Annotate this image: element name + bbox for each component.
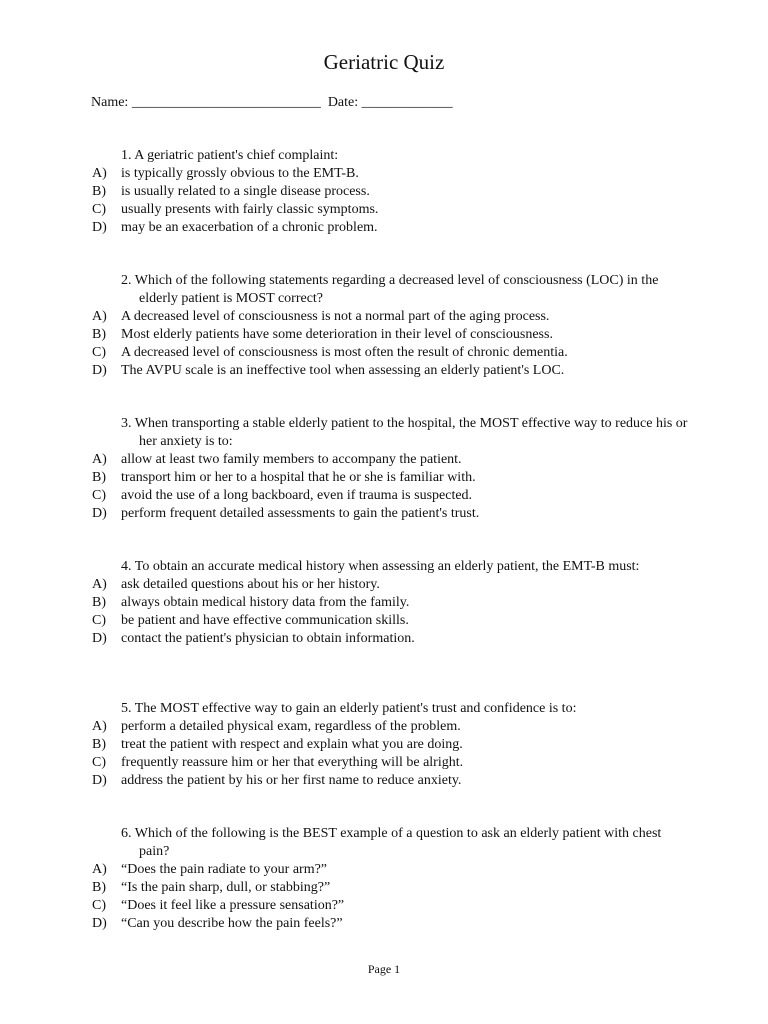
question-5 — [92, 700, 692, 790]
page-number: Page 1 — [367, 962, 401, 976]
question-4 — [92, 558, 692, 648]
answer-option-d — [92, 630, 692, 648]
option-letter: D) — [92, 773, 107, 788]
option-letter: B) — [92, 327, 106, 342]
question-stem: 6. Which of the following is the BEST example of a question to ask an elderly patient with chest pain? — [121, 826, 662, 859]
answer-option-b — [92, 469, 692, 487]
option-text: perform frequent detailed assessments to gain the patient's trust. — [121, 506, 480, 521]
option-letter: C) — [92, 345, 106, 360]
option-letter: D) — [92, 631, 107, 646]
answer-options — [92, 718, 692, 790]
answer-option-a — [92, 718, 692, 736]
option-letter: C) — [92, 613, 106, 628]
option-letter: D) — [92, 220, 107, 235]
answer-option-a — [92, 576, 692, 594]
answer-option-a — [92, 451, 692, 469]
answer-option-d — [92, 219, 692, 237]
question-6 — [92, 825, 692, 933]
option-letter: B) — [92, 880, 106, 895]
option-letter: A) — [92, 166, 107, 181]
answer-option-c — [92, 612, 692, 630]
option-text: usually presents with fairly classic symptoms. — [121, 202, 379, 217]
answer-option-b — [92, 879, 692, 897]
option-letter: C) — [92, 898, 106, 913]
option-text: perform a detailed physical exam, regardless of the problem. — [121, 719, 461, 734]
answer-option-b — [92, 736, 692, 754]
option-letter: D) — [92, 916, 107, 931]
option-text: avoid the use of a long backboard, even if trauma is suspected. — [121, 488, 473, 503]
answer-options — [92, 165, 692, 237]
option-text: treat the patient with respect and explain what you are doing. — [121, 737, 463, 752]
option-text: A decreased level of consciousness is most often the result of chronic dementia. — [121, 345, 568, 360]
answer-option-d — [92, 772, 692, 790]
option-letter: C) — [92, 755, 106, 770]
option-text: allow at least two family members to accompany the patient. — [121, 452, 462, 467]
question-stem: 4. To obtain an accurate medical history when assessing an elderly patient, the EMT-B must: — [121, 559, 640, 574]
answer-options — [92, 576, 692, 648]
answer-option-d — [92, 362, 692, 380]
option-letter: D) — [92, 363, 107, 378]
answer-option-d — [92, 505, 692, 523]
answer-option-c — [92, 201, 692, 219]
option-text: always obtain medical history data from the family. — [121, 595, 410, 610]
option-letter: D) — [92, 506, 107, 521]
answer-option-c — [92, 897, 692, 915]
option-letter: A) — [92, 309, 107, 324]
answer-option-b — [92, 594, 692, 612]
option-text: frequently reassure him or her that everything will be alright. — [121, 755, 464, 770]
option-text: Most elderly patients have some deterioration in their level of consciousness. — [121, 327, 553, 342]
page-title: Geriatric Quiz — [323, 50, 445, 74]
answer-options — [92, 861, 692, 933]
option-text: “Does the pain radiate to your arm?” — [121, 862, 328, 877]
answer-options — [92, 308, 692, 380]
option-letter: A) — [92, 452, 107, 467]
option-text: ask detailed questions about his or her history. — [121, 577, 380, 592]
option-letter: A) — [92, 577, 107, 592]
answer-options — [92, 451, 692, 523]
option-text: A decreased level of consciousness is not a normal part of the aging process. — [121, 309, 550, 324]
option-text: “Can you describe how the pain feels?” — [121, 916, 343, 931]
answer-option-c — [92, 487, 692, 505]
option-letter: B) — [92, 184, 106, 199]
answer-option-c — [92, 344, 692, 362]
question-stem: 5. The MOST effective way to gain an elderly patient's trust and confidence is to: — [121, 701, 577, 716]
question-stem: 1. A geriatric patient's chief complaint: — [121, 148, 339, 163]
option-letter: B) — [92, 595, 106, 610]
option-text: address the patient by his or her first name to reduce anxiety. — [121, 773, 462, 788]
option-text: contact the patient's physician to obtain information. — [121, 631, 415, 646]
answer-option-a — [92, 861, 692, 879]
option-text: transport him or her to a hospital that he or she is familiar with. — [121, 470, 476, 485]
option-text: is usually related to a single disease process. — [121, 184, 370, 199]
option-letter: C) — [92, 202, 106, 217]
option-letter: B) — [92, 470, 106, 485]
name-date-line: Name: ___________________________ Date: _____________ — [91, 95, 453, 110]
option-text: be patient and have effective communication skills. — [121, 613, 409, 628]
option-letter: A) — [92, 719, 107, 734]
option-letter: A) — [92, 862, 107, 877]
answer-option-b — [92, 326, 692, 344]
question-3 — [92, 415, 692, 523]
option-text: “Is the pain sharp, dull, or stabbing?” — [121, 880, 331, 895]
option-text: The AVPU scale is an ineffective tool when assessing an elderly patient's LOC. — [121, 363, 565, 378]
question-2 — [92, 272, 692, 380]
answer-option-b — [92, 183, 692, 201]
option-letter: B) — [92, 737, 106, 752]
option-text: “Does it feel like a pressure sensation?” — [121, 898, 345, 913]
answer-option-a — [92, 165, 692, 183]
option-text: is typically grossly obvious to the EMT-B. — [121, 166, 359, 181]
option-text: may be an exacerbation of a chronic problem. — [121, 220, 378, 235]
question-stem: 2. Which of the following statements regarding a decreased level of consciousness (LOC) in the elderly patient is MOST correct? — [121, 273, 659, 306]
question-stem: 3. When transporting a stable elderly patient to the hospital, the MOST effective way to reduce his or her anxiety is to: — [121, 416, 688, 449]
option-letter: C) — [92, 488, 106, 503]
answer-option-a — [92, 308, 692, 326]
question-1 — [92, 147, 692, 237]
answer-option-d — [92, 915, 692, 933]
answer-option-c — [92, 754, 692, 772]
